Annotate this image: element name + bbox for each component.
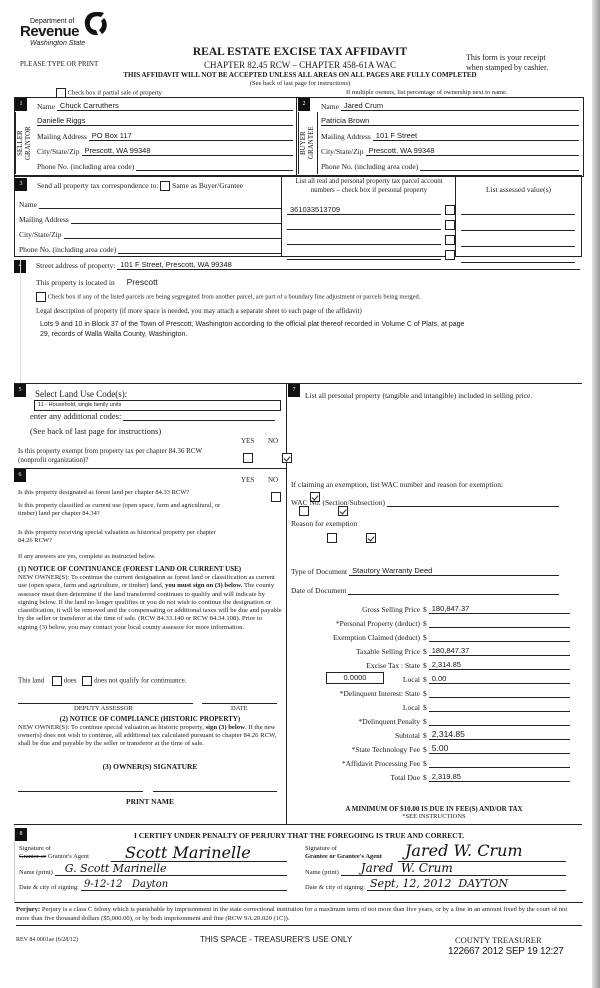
dollar-sign: $	[423, 647, 427, 656]
dollar-sign: $	[423, 689, 427, 698]
logo-dept: Department of	[30, 18, 75, 25]
parcel-row	[283, 215, 455, 230]
mailing-label: Mailing Address	[19, 215, 69, 224]
additional-codes-row	[30, 411, 275, 421]
buyer-name-field[interactable]: Jared Crum	[341, 101, 579, 111]
dollar-sign: $	[423, 731, 427, 740]
owner-signature-title: (3) OWNER(S) SIGNATURE	[102, 762, 198, 771]
notice2-bold: sign (3) below	[205, 724, 245, 731]
multiple-owners-note: If multiple owners, list percentage of ownership next to name.	[346, 89, 508, 96]
corr-mailing-field[interactable]	[71, 214, 281, 224]
yes-header: YES	[241, 437, 255, 445]
doc-type-field[interactable]: Stautory Warranty Deed	[349, 566, 559, 576]
yes-header: YES	[241, 476, 255, 484]
grantor-label: GRANTOR	[24, 126, 32, 160]
delinquent-local-field[interactable]	[429, 702, 570, 712]
amount-label: *State Technology Fee	[351, 745, 420, 754]
mailing-label: Mailing Address	[321, 132, 371, 141]
struck-grantor: Grantor or	[19, 853, 47, 860]
continuance-row	[18, 676, 186, 686]
this-land-label: This land	[18, 676, 45, 685]
seller-phone-field[interactable]	[136, 161, 293, 171]
buyer-mailing-row	[321, 131, 579, 141]
phone-label: Phone No. (including area code)	[19, 245, 117, 254]
amount-row-delinquent-state	[286, 688, 570, 698]
seller-label: SELLER	[16, 130, 24, 156]
dollar-sign: $	[423, 633, 427, 642]
phone-label: Phone No. (including area code)	[37, 162, 135, 171]
parcel-row	[283, 230, 455, 245]
personal-property-checkbox[interactable]	[445, 205, 455, 215]
corr-phone-row	[19, 244, 281, 254]
owner-signature-line-2[interactable]	[153, 791, 277, 792]
grantee-agent-label: Grantee or Grantee's Agent	[305, 853, 382, 860]
date-city-label: Date & city of signing:	[305, 884, 365, 891]
owner-signature-line[interactable]	[18, 791, 143, 792]
notice2-a: NEW OWNER(S): To continue special valuation as historic property,	[18, 724, 204, 731]
grantee-sig-label	[305, 845, 382, 861]
dollar-sign: $	[423, 675, 427, 684]
amount-row-processing	[286, 758, 570, 768]
same-as-buyer-checkbox[interactable]	[160, 181, 170, 191]
seller-side-label	[15, 112, 34, 174]
gross-selling-field[interactable]: 180,847.37	[429, 604, 570, 614]
doc-date-field[interactable]	[348, 585, 559, 595]
no-header: NO	[268, 437, 279, 445]
dor-swirl-icon	[82, 10, 110, 38]
does-not-label: does not qualify for continuance.	[94, 676, 187, 685]
notice1-a: NEW OWNER(S): To continue the current designation as forest land or classification as current use (open space, farm and agriculture, or timber) land,	[18, 574, 275, 590]
divider	[281, 176, 282, 256]
grantor-agent-label: Grantor or Grantor's Agent	[19, 853, 89, 860]
assessed-field[interactable]	[461, 200, 575, 215]
segregated-label: Check box if any of the listed parcels are being segregated from another parcel, are part of a boundary line adjustment or parcels being merged.	[47, 293, 421, 301]
assessor-date-line[interactable]	[202, 703, 277, 704]
seller-phone-row	[37, 161, 293, 171]
delinquent-state-field[interactable]	[429, 688, 570, 698]
located-row	[36, 277, 158, 287]
section-number: 1	[15, 98, 27, 111]
does-qualify-checkbox[interactable]	[52, 676, 62, 686]
corr-city-row	[19, 229, 281, 239]
grantor-signature: Scott Marinelle	[125, 843, 251, 862]
mailing-label: Mailing Address	[37, 132, 87, 141]
grantor-name-field[interactable]: G. Scott Marinelle	[55, 866, 287, 876]
treasurer-stamp: 122667 2012 SEP 19 12:27	[448, 946, 564, 957]
perjury-bold: Perjury:	[16, 906, 41, 913]
personal-property-checkbox[interactable]	[445, 220, 455, 230]
buyer-name2-field[interactable]: Patricia Brown	[321, 116, 579, 126]
print-name-label: PRINT NAME	[126, 797, 174, 806]
name-label: Name	[19, 200, 37, 209]
personal-property-label: List all personal property (tangible and intangible) included in selling price.	[305, 391, 533, 400]
city-label: City/State/Zip	[321, 147, 364, 156]
rev-number: REV 84 0001ae (6/28/12)	[16, 937, 79, 943]
does-label: does	[63, 676, 77, 685]
dollar-sign: $	[423, 717, 427, 726]
segregated-row	[36, 292, 420, 302]
buyer-city-row	[321, 146, 579, 156]
notice-continuance-text	[18, 574, 282, 632]
amount-label: Taxable Selling Price	[355, 647, 420, 656]
additional-codes-label: enter any additional codes:	[30, 411, 122, 421]
dollar-sign: $	[423, 605, 427, 614]
amount-label: Local	[402, 703, 420, 712]
grantor-sig-label	[19, 845, 89, 861]
doc-date-label: Date of Document	[291, 586, 347, 595]
exemption-label: If claiming an exemption, list WAC number and reason for exemption:	[291, 480, 504, 489]
reason-label: Reason for exemption	[291, 519, 358, 528]
name-label: Name	[37, 102, 55, 111]
amount-label: Subtotal	[394, 731, 420, 740]
county-treasurer: COUNTY TREASURER	[455, 935, 542, 945]
margin-line	[20, 257, 21, 383]
amount-label: Total Due	[390, 773, 420, 782]
divider	[14, 468, 287, 469]
technology-fee-field[interactable]: 5.00	[429, 744, 570, 754]
amount-row-subtotal	[286, 730, 570, 740]
amount-row-technology	[286, 744, 570, 754]
amount-label: *Personal Property (deduct)	[335, 619, 420, 628]
amount-label: Local	[402, 675, 420, 684]
parcel-field[interactable]	[287, 235, 441, 245]
grantor-date-field[interactable]: 9-12-12 Dayton	[81, 881, 287, 891]
seller-name-field[interactable]: Chuck Carruthers	[57, 101, 293, 111]
deputy-assessor-label: DEPUTY ASSESSOR	[74, 705, 133, 712]
notice-compliance-text	[18, 724, 282, 748]
personal-property-checkbox[interactable]	[445, 235, 455, 245]
name-label: Name	[321, 102, 339, 111]
receipt-note-2: when stamped by cashier.	[466, 63, 549, 72]
taxable-selling-field[interactable]: 180,847.37	[429, 646, 570, 656]
amount-label: *Delinquent Penalty	[358, 717, 420, 726]
scan-edge-shadow	[592, 0, 600, 988]
correspondence-section	[14, 175, 582, 257]
amount-label: Exemption Claimed (deduct)	[332, 633, 420, 642]
current-use-question: Is this property classified as current use (open space, farm and agricultural, or timber) land per chapter 84.34?	[18, 502, 221, 517]
section-number: 3	[15, 178, 27, 191]
forest-yes-checkbox[interactable]	[271, 492, 281, 502]
local-rate-value: 0.0000	[343, 673, 367, 682]
dollar-sign: $	[423, 759, 427, 768]
forest-question: Is this property designated as forest land per chapter 84.33 RCW?	[18, 489, 190, 496]
does-not-qualify-checkbox[interactable]	[82, 676, 92, 686]
if-yes-note: If any answers are yes, complete as instructed below.	[18, 553, 156, 560]
buyer-section	[296, 97, 584, 177]
grantee-label: GRANTEE	[307, 126, 315, 160]
amount-row-delinquent-local	[286, 702, 570, 712]
excise-local-field[interactable]: 0.00	[429, 674, 570, 684]
same-as-buyer-label: Same as Buyer/Grantee	[172, 181, 243, 190]
additional-codes-field[interactable]	[123, 411, 275, 421]
penalty-field[interactable]	[429, 716, 570, 726]
treasurer-space: THIS SPACE - TREASURER'S USE ONLY	[200, 935, 353, 944]
seller-city-row	[37, 146, 293, 156]
receipt-note-1: This form is your receipt	[466, 53, 546, 62]
located-value: Prescott	[126, 277, 158, 287]
land-use-selected: 11 - Household, single family units	[38, 402, 122, 408]
corr-city-field[interactable]	[64, 229, 282, 239]
date-city-label: Date & city of signing:	[19, 884, 79, 891]
seller-name-row	[37, 101, 293, 111]
perjury-notice	[16, 906, 582, 926]
partial-sale-label: Check box if partial sale of property	[67, 89, 162, 97]
grantee-signature: Jared W. Crum	[405, 841, 523, 860]
grantee-date-field[interactable]: Sept, 12, 2012 DAYTON	[367, 881, 566, 891]
legal-line-1: Lots 9 and 10 in Block 37 of the Town of Prescott, Washington according to the official plat thereof recorded in Volume C of Plats, at page	[40, 321, 465, 328]
grantee-name-row	[305, 861, 566, 876]
seller-mailing-field[interactable]: PO Box 117	[89, 131, 293, 141]
personal-property-field[interactable]	[429, 618, 570, 628]
amount-row-taxable	[286, 646, 570, 656]
signature-of-label: Signature of	[19, 845, 51, 852]
grantee-date-row	[305, 877, 566, 891]
buyer-phone-row	[321, 161, 579, 171]
land-use-label: Select Land Use Code(s):	[35, 389, 128, 399]
amount-row-excise-local	[286, 674, 570, 684]
no-header: NO	[268, 476, 279, 484]
notice2-b: . If the new owner(s) does not wish to continue, all additional tax calculated pursuant to chapter 84.26 RCW, shall be due and payable by the seller or transferor at the time of sale.	[18, 724, 277, 747]
buyer-side-label	[298, 112, 318, 174]
section-number: 8	[15, 828, 27, 841]
dollar-sign: $	[423, 661, 427, 670]
logo-state: Washington State	[30, 40, 86, 47]
date-label: DATE	[231, 705, 248, 712]
segregated-checkbox[interactable]	[36, 292, 46, 302]
section-number: 5	[14, 384, 26, 397]
notice1-b: The county assessor must then determine if the land transferred continues to qualify and will indicate by signing below. If the land no longer qualifies or you do not wish to continue the designation or classification, it will be removed and the compensating or additional taxes will be due and payable by the seller or transferor at the time of sale. (RCW 84.33.140 or RCW 84.34.108). Prior to signing (3) below, you may contact your local county assessor for more information.	[18, 582, 282, 631]
form-chapter: CHAPTER 82.45 RCW – CHAPTER 458-61A WAC	[204, 60, 396, 70]
local-rate-field[interactable]	[326, 672, 384, 684]
corr-mailing-row	[19, 214, 281, 224]
corr-name-field[interactable]	[39, 199, 281, 209]
doc-type-row	[291, 566, 571, 576]
grantor-date-row	[19, 881, 287, 891]
dollar-sign: $	[423, 773, 427, 782]
dollar-sign: $	[423, 703, 427, 712]
processing-fee-field[interactable]	[429, 758, 570, 768]
seller-mailing-row	[37, 131, 293, 141]
buyer-name2-row	[321, 116, 579, 126]
notice-compliance-title: (2) NOTICE OF COMPLIANCE (HISTORIC PROPERTY)	[59, 715, 241, 723]
exempt-question: Is this property exempt from property tax per chapter 84.36 RCW (nonprofit organization)?	[18, 447, 202, 464]
amount-label: *Delinquent Interest: State	[339, 689, 420, 698]
certification-section	[14, 825, 583, 903]
dollar-sign: $	[423, 745, 427, 754]
assessed-header: List assessed value(s)	[486, 185, 551, 194]
section-number: 6	[14, 469, 26, 482]
buyer-mailing-field[interactable]: 101 F Street	[373, 131, 579, 141]
street-label: Street address of property:	[36, 261, 116, 270]
buyer-name-row	[321, 101, 579, 111]
wac-field[interactable]	[387, 497, 559, 507]
assessed-field[interactable]	[461, 216, 575, 231]
logo-revenue: Revenue	[20, 23, 80, 40]
dollar-sign: $	[423, 619, 427, 628]
land-use-instructions: (See back of last page for instructions)	[30, 426, 162, 436]
street-field[interactable]: 101 F Street, Prescott, WA 99348	[117, 260, 580, 270]
amount-row-exemption	[286, 632, 570, 642]
corr-phone-field[interactable]	[118, 244, 281, 254]
exemption-claimed-field[interactable]	[429, 632, 570, 642]
assessed-field[interactable]	[461, 232, 575, 247]
notice1-bold: you must sign on (3) below.	[165, 582, 243, 590]
amount-row-penalty	[286, 716, 570, 726]
notice-continuance-title: (1) NOTICE OF CONTINUANCE (FOREST LAND OR CURRENT USE)	[18, 565, 242, 573]
wac-row	[291, 497, 571, 507]
amount-row-excise-state	[286, 660, 570, 670]
amount-row-total	[286, 772, 570, 782]
seller-city-field[interactable]: Prescott, WA 99348	[82, 146, 294, 156]
parcel-list	[283, 200, 455, 260]
wac-label: WAC No. (Section/Subsection)	[291, 498, 385, 507]
subtotal-field[interactable]: 2,314.85	[429, 730, 570, 740]
name-print-label: Name (print)	[305, 869, 339, 876]
grantor-name-row	[19, 862, 287, 876]
excise-state-field[interactable]: 2,314.85	[429, 660, 570, 670]
property-section	[14, 257, 582, 383]
assessor-signature-line[interactable]	[18, 703, 193, 704]
doc-date-row	[291, 585, 571, 595]
seller-name2-row	[37, 116, 293, 126]
located-label: This property is located in	[36, 278, 115, 287]
buyer-label: BUYER	[299, 131, 307, 155]
section-number: 2	[298, 98, 310, 111]
please-type: PLEASE TYPE OR PRINT	[20, 60, 99, 68]
amount-label: Excise Tax : State	[366, 661, 420, 670]
exempt-yes-checkbox[interactable]	[243, 453, 253, 463]
minimum-note: A MINIMUM OF $10.00 IS DUE IN FEE(S) AND/OR TAX	[345, 805, 523, 813]
seller-section	[14, 97, 297, 177]
amount-label: Gross Selling Price	[362, 605, 420, 614]
city-label: City/State/Zip	[37, 147, 80, 156]
parcel-header: List all real and personal property tax parcel account numbers – check box if personal property	[295, 177, 443, 194]
parcel-field[interactable]	[287, 220, 441, 230]
perjury-text: Perjury is a class C felony which is punishable by imprisonment in the state correctional institution for a maximum term of not more than five years, or by a fine in an amount fixed by the court of not more than five thousand dollars ($5,000.00), or by both imprisonment and fine (RCW 9A.20.020 (1C)).	[16, 906, 568, 922]
legal-line-2: 29, records of Walla Walla County, Washington.	[40, 331, 188, 338]
warning-text: THIS AFFIDAVIT WILL NOT BE ACCEPTED UNLESS ALL AREAS ON ALL PAGES ARE FULLY COMPLETED	[123, 71, 477, 79]
historic-question: Is this property receiving special valuation as historical property per chapter 84.26 RCW?	[18, 529, 216, 544]
city-label: City/State/Zip	[19, 230, 62, 239]
buyer-phone-field[interactable]	[420, 161, 579, 171]
seller-name2-field[interactable]: Danielle Riggs	[37, 116, 293, 126]
corr-name-row	[19, 199, 281, 209]
see-instructions: *SEE INSTRUCTIONS	[402, 813, 466, 820]
grantee-name-field[interactable]: Jared W. Crum	[341, 866, 566, 876]
certify-statement: I CERTIFY UNDER PENALTY OF PERJURY THAT THE FOREGOING IS TRUE AND CORRECT.	[133, 831, 464, 840]
correspondence-label: Send all property tax correspondence to:	[37, 181, 159, 190]
name-print-label: Name (print)	[19, 869, 53, 876]
phone-label: Phone No. (including area code)	[321, 162, 419, 171]
instructions-note: (See back of last page for instructions)	[249, 80, 351, 87]
assessed-list	[461, 200, 575, 263]
signature-of-label: Signature of	[305, 845, 337, 852]
total-due-field[interactable]: 2,319.85	[429, 772, 570, 782]
land-use-select[interactable]	[34, 400, 281, 411]
street-row	[36, 260, 580, 270]
form-title: REAL ESTATE EXCISE TAX AFFIDAVIT	[192, 46, 408, 58]
section-number: 7	[288, 384, 300, 397]
amount-label: *Affidavit Processing Fee	[341, 759, 420, 768]
parcel-field[interactable]: 361033513709	[287, 205, 441, 215]
parcel-row	[283, 200, 455, 215]
amount-row-gross	[286, 604, 570, 614]
correspondence-header	[37, 181, 243, 191]
buyer-city-field[interactable]: Prescott, WA 99348	[366, 146, 580, 156]
legal-label: Legal description of property (if more space is needed, you may attach a separate sheet to each page of the affidavit)	[36, 307, 362, 315]
amount-row-personal	[286, 618, 570, 628]
doc-type-label: Type of Document	[291, 567, 348, 576]
